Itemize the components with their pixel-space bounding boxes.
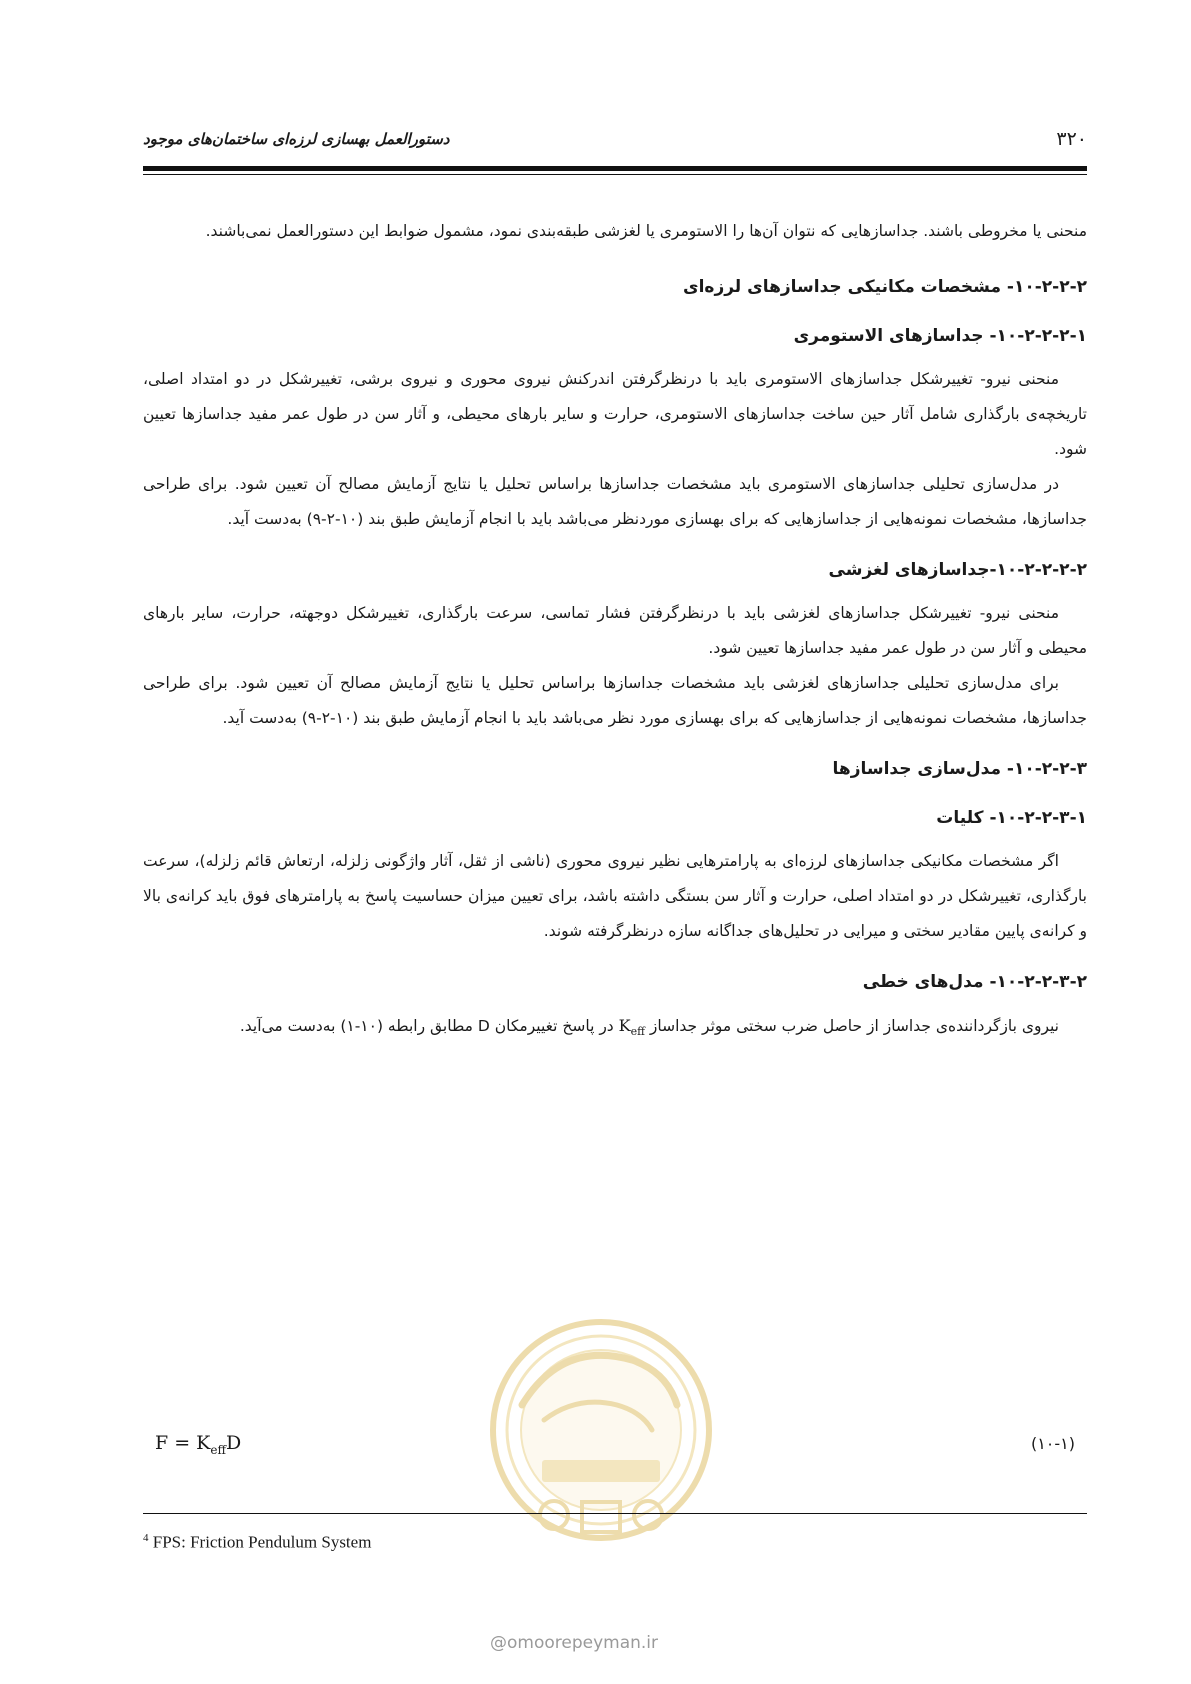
heading-mechanical-properties: ۱۰-۲-۲-۲- مشخصات مکانیکی جداسازهای لرزه‌ای bbox=[683, 277, 1087, 297]
header-rule-thin bbox=[143, 174, 1087, 175]
paragraph-elastomeric-2: در مدل‌سازی تحلیلی جداسازهای الاستومری باید مشخصات جداسازها براساس تحلیل یا نتایج آزمایش مصالح آن تعیین شود. برای طراحی جداسازها، مشخصات نمونه‌هایی از جداسازهایی که برای بهسازی موردنظر می‌باشد باید با انجام آزمایش طبق بند (۱۰-۲-۹) به‌دست آید. bbox=[143, 475, 1087, 528]
running-title: دستورالعمل بهسازی لرزه‌ای ساختمان‌های موجود bbox=[143, 130, 450, 148]
watermark-logo bbox=[482, 1310, 720, 1575]
footnote-rule bbox=[143, 1513, 1087, 1514]
page-number: ۳۲۰ bbox=[1056, 128, 1087, 150]
equation-force: $F = K_{eff}D$ bbox=[155, 1432, 242, 1457]
page-header bbox=[143, 122, 1087, 162]
footnote-marker: 4 bbox=[143, 1532, 149, 1544]
body-text bbox=[143, 214, 1087, 1049]
paragraph-elastomeric-1: منحنی نیرو- تغییرشکل جداسازهای الاستومری باید با درنظرگرفتن اندرکنش نیروی محوری و نیروی برشی، تغییرشکل در دو امتداد اصلی، تاریخچه‌ی بارگذاری شامل آثار حین ساخت جداسازهای الاستومری، حرارت و سایر بارهای محیطی، و آثار سن در طول عمر مفید جداسازها تعیین شود. bbox=[143, 370, 1087, 458]
paragraph-sliding-2: برای مدل‌سازی تحلیلی جداسازهای لغزشی باید مشخصات جداسازها براساس تحلیل یا نتایج آزمایش مصالح آن تعیین شود. برای طراحی جداسازها، مشخصات نمونه‌هایی از جداسازهایی که برای بهسازی مورد نظر می‌باشد باید با انجام آزمایش طبق بند (۱۰-۲-۹) به‌دست آید. bbox=[143, 674, 1087, 727]
keff-symbol: $K_{eff}$ bbox=[618, 1016, 645, 1039]
paragraph-linear bbox=[143, 1008, 1087, 1049]
linear-text-a: نیروی بازگرداننده‌ی جداساز از حاصل ضرب سختی موثر جداساز bbox=[649, 1017, 1059, 1035]
heading-elastomeric-isolators: ۱۰-۲-۲-۲-۱- جداسازهای الاستومری bbox=[793, 326, 1087, 346]
footnote bbox=[143, 1532, 371, 1553]
heading-sliding-isolators: ۱۰-۲-۲-۲-۲-جداسازهای لغزشی bbox=[828, 560, 1087, 580]
paragraph-intro: منحنی یا مخروطی باشند. جداسازهایی که نتوان آن‌ها را الاستومری یا لغزشی طبقه‌بندی نمود، مشمول ضوابط این دستورالعمل نمی‌باشند. bbox=[205, 222, 1087, 240]
paragraph-general: اگر مشخصات مکانیکی جداسازهای لرزه‌ای به پارامترهایی نظیر نیروی محوری (ناشی از ثقل، آثار واژگونی زلزله، ارتعاش قائم زلزله)، سرعت بارگذاری، تغییرشکل در دو امتداد اصلی، حرارت و آثار سن بستگی داشته باشد، برای تعیین میزان حساسیت پاسخ به پارامترهای فوق باید کرانه‌ی بالا و کرانه‌ی پایین مقادیر سختی و میرایی در تحلیل‌های جداگانه سازه درنظرگرفته شوند. bbox=[143, 852, 1087, 940]
linear-text-b: در پاسخ تغییرمکان D مطابق رابطه (۱۰-۱) به‌دست می‌آید. bbox=[239, 1017, 614, 1035]
heading-general: ۱۰-۲-۲-۳-۱- کلیات bbox=[936, 808, 1087, 828]
footnote-text: FPS: Friction Pendulum System bbox=[148, 1532, 372, 1552]
watermark-url: @omoorepeyman.ir bbox=[490, 1633, 659, 1653]
paragraph-sliding-1: منحنی نیرو- تغییرشکل جداسازهای لغزشی باید با درنظرگرفتن فشار تماسی، سرعت بارگذاری، تغییرشکل دوجهته، حرارت، سایر بارهای محیطی و آثار سن در طول عمر مفید جداسازها تعیین شود. bbox=[143, 604, 1087, 657]
heading-isolator-modeling: ۱۰-۲-۲-۳- مدل‌سازی جداسازها bbox=[832, 759, 1087, 779]
heading-linear-models: ۱۰-۲-۲-۳-۲- مدل‌های خطی bbox=[862, 972, 1087, 992]
equation-number: (۱۰-۱) bbox=[1030, 1434, 1075, 1453]
header-rule-thick bbox=[143, 166, 1087, 171]
